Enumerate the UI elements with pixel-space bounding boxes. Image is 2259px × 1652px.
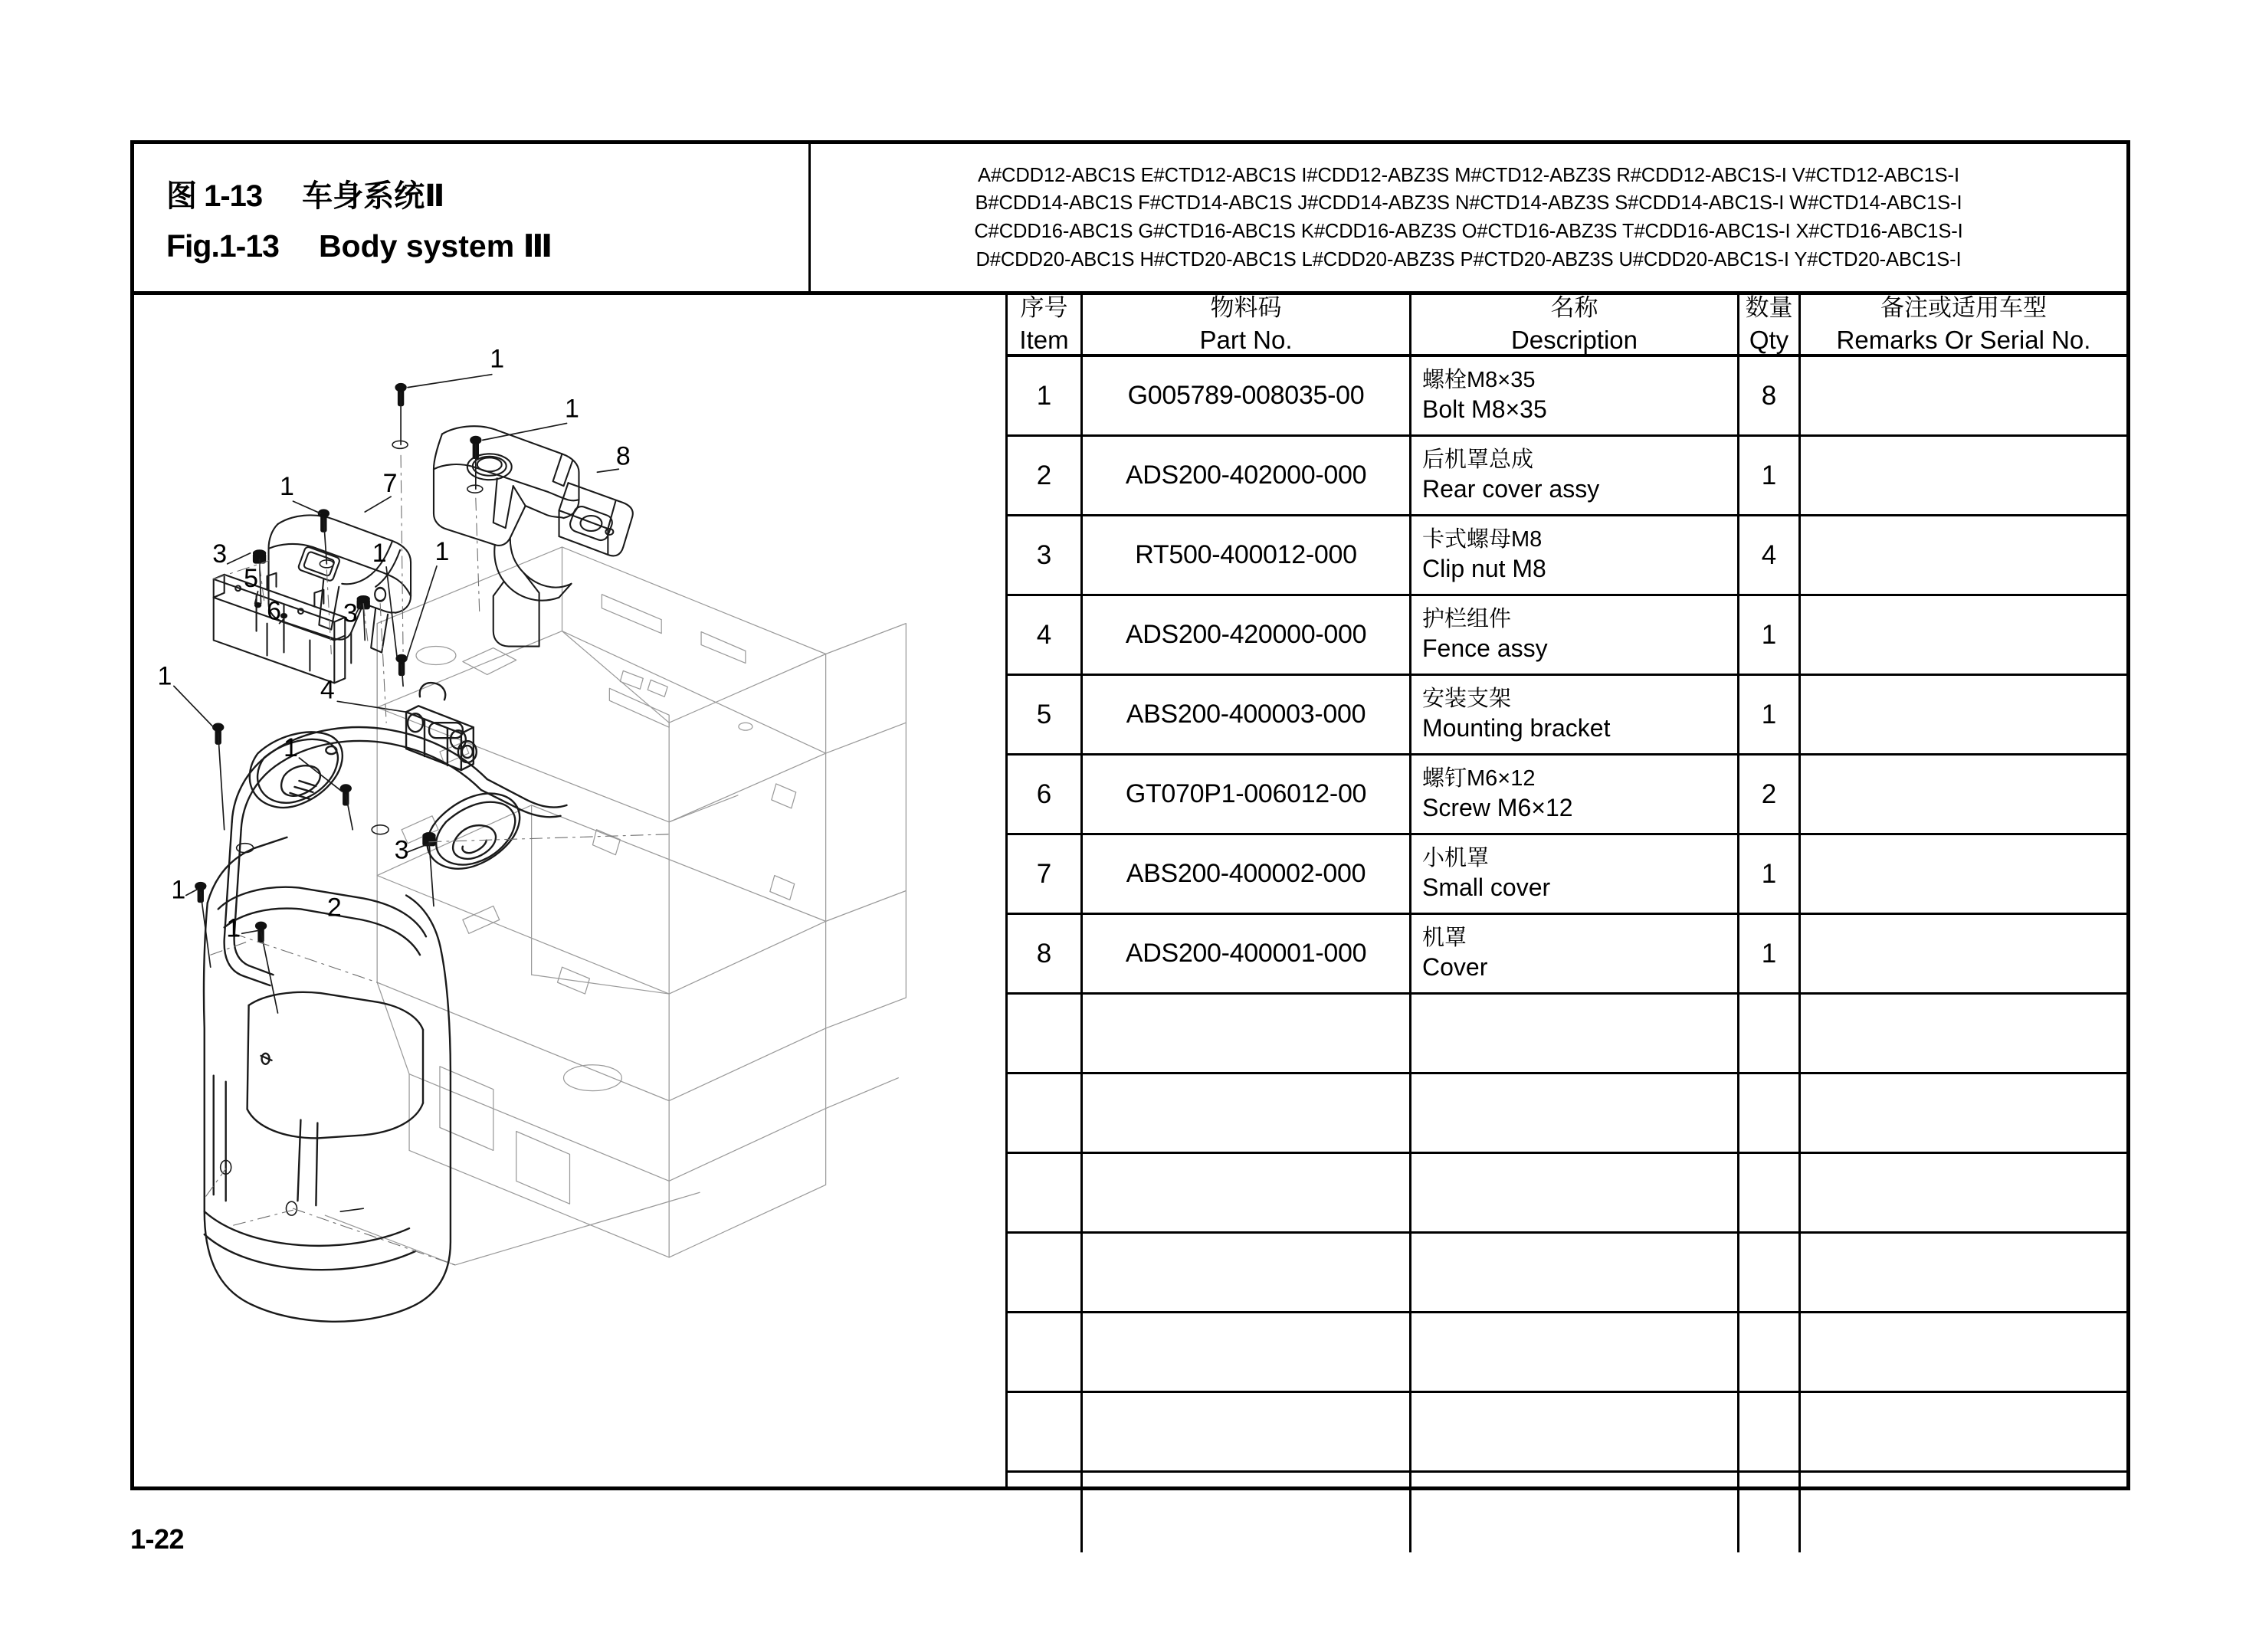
column-header-remarks-en: Remarks Or Serial No. <box>1836 325 2091 354</box>
cell-qty <box>1739 516 1801 594</box>
cell-item <box>1008 357 1083 434</box>
description-cn: 小机罩 <box>1422 846 1490 871</box>
cell-empty <box>1739 1473 1801 1552</box>
cell-item <box>1008 676 1083 753</box>
qty-value: 2 <box>1761 778 1777 809</box>
item-number: 2 <box>1036 460 1052 490</box>
table-row-empty[interactable] <box>1008 1154 2126 1234</box>
model-code-row: A#CDD12-ABC1S E#CTD12-ABC1S I#CDD12-ABZ3S M#CTD12-ABZ3S R#CDD12-ABC1S-I V#CTD12-ABC1S-I <box>978 164 1959 186</box>
cell-item <box>1008 516 1083 594</box>
technical-illustration <box>134 295 1005 1486</box>
catalog-sheet <box>130 140 2130 1490</box>
item-number: 5 <box>1036 699 1052 729</box>
callout-5: 5 <box>244 563 259 593</box>
column-header-item-cn: 序号 <box>1020 294 1068 321</box>
cell-empty <box>1801 1313 2126 1391</box>
table-row[interactable] <box>1008 516 2126 596</box>
model-code-row: C#CDD16-ABC1S G#CTD16-ABC1S K#CDD16-ABZ3S O#CTD16-ABZ3S T#CDD16-ABC1S-I X#CTD16-ABC1S-I <box>974 221 1963 242</box>
part-8-bracket-arm <box>493 538 572 647</box>
leader-to-callout-1g <box>299 758 342 792</box>
callout-4: 4 <box>320 675 335 705</box>
cell-qty <box>1739 357 1801 434</box>
item-number: 7 <box>1036 858 1052 889</box>
description-cn: 螺钉M6×12 <box>1422 766 1536 792</box>
item-number: 3 <box>1036 539 1052 570</box>
cell-description <box>1411 676 1739 753</box>
phantom-lines <box>206 455 669 1265</box>
cell-empty <box>1008 1313 1083 1391</box>
chassis-frame-reference <box>325 547 906 1265</box>
cell-remarks <box>1801 437 2126 514</box>
table-row-empty[interactable] <box>1008 1313 2126 1393</box>
description-cn: 后机罩总成 <box>1422 447 1534 473</box>
page-number: 1-22 <box>130 1523 185 1555</box>
qty-value: 1 <box>1761 938 1777 969</box>
description-en: Fence assy <box>1422 634 1548 663</box>
item-number: 1 <box>1036 380 1052 411</box>
screw <box>255 603 261 608</box>
item-number: 6 <box>1036 778 1052 809</box>
cell-remarks <box>1801 596 2126 674</box>
cell-part-no <box>1083 676 1411 753</box>
cell-qty <box>1739 437 1801 514</box>
cell-empty <box>1411 1154 1739 1231</box>
part-4-fence-assy <box>225 683 567 985</box>
column-header-part-no <box>1083 295 1411 354</box>
cell-empty <box>1739 1074 1801 1152</box>
table-row[interactable] <box>1008 357 2126 437</box>
figure-title-chinese <box>166 172 808 215</box>
cell-part-no <box>1083 437 1411 514</box>
description-en: Rear cover assy <box>1422 475 1600 503</box>
cell-empty <box>1801 1074 2126 1152</box>
cell-qty <box>1739 756 1801 833</box>
item-number: 4 <box>1036 619 1052 650</box>
part-number: G005789-008035-00 <box>1127 381 1365 411</box>
cell-remarks <box>1801 516 2126 594</box>
exploded-view-drawing <box>134 295 1008 1486</box>
screw <box>280 614 287 618</box>
description-en: Small cover <box>1422 874 1551 902</box>
cell-empty <box>1083 1154 1411 1231</box>
cell-part-no <box>1083 516 1411 594</box>
table-row[interactable] <box>1008 756 2126 835</box>
table-row[interactable] <box>1008 835 2126 915</box>
cell-empty <box>1083 1074 1411 1152</box>
description-en: Clip nut M8 <box>1422 555 1546 583</box>
column-header-remarks-cn: 备注或适用车型 <box>1880 294 2047 321</box>
part-number: ADS200-400001-000 <box>1125 939 1367 969</box>
cell-empty <box>1739 1234 1801 1311</box>
callout-3: 3 <box>212 539 228 569</box>
leader-to-callout-3a <box>228 553 251 564</box>
model-code-row: B#CDD14-ABC1S F#CTD14-ABC1S J#CDD14-ABZ3S N#CTD14-ABZ3S S#CDD14-ABC1S-I W#CTD14-ABC1S-I <box>975 192 1962 215</box>
leader-to-callout-1b <box>483 423 567 440</box>
leader-to-callout-1c <box>293 501 320 513</box>
qty-value: 1 <box>1761 699 1777 729</box>
cell-empty <box>1801 995 2126 1072</box>
parts-table <box>1008 295 2126 1486</box>
cell-description <box>1411 915 1739 992</box>
cell-empty <box>1411 1313 1739 1391</box>
cell-part-no <box>1083 835 1411 913</box>
cell-empty <box>1411 1393 1739 1470</box>
leader-to-callout-1f <box>174 686 214 727</box>
callout-8: 8 <box>615 441 631 471</box>
cell-empty <box>1008 1154 1083 1231</box>
part-number: ADS200-420000-000 <box>1125 620 1367 650</box>
table-row-empty[interactable] <box>1008 1074 2126 1154</box>
description-en: Bolt M8×35 <box>1422 395 1547 424</box>
table-row-empty[interactable] <box>1008 995 2126 1074</box>
sheet-header <box>134 144 2126 295</box>
column-header-description-en: Description <box>1510 325 1638 354</box>
figure-number-en: Fig.1-13 <box>166 228 279 264</box>
column-header-item-en: Item <box>1019 325 1069 354</box>
cell-description <box>1411 756 1739 833</box>
figure-title-english <box>166 228 808 264</box>
item-number: 8 <box>1036 938 1052 969</box>
qty-value: 1 <box>1761 460 1777 490</box>
qty-value: 1 <box>1761 858 1777 889</box>
description-en: Mounting bracket <box>1422 714 1611 742</box>
table-row-empty[interactable] <box>1008 1234 2126 1313</box>
model-code-list <box>811 144 2126 291</box>
leader-to-callout-7 <box>365 497 391 512</box>
part-8-flange <box>559 483 633 556</box>
description-cn: 机罩 <box>1422 926 1467 951</box>
callout-1: 1 <box>284 733 298 763</box>
column-header-qty-cn: 数量 <box>1745 294 1793 321</box>
cell-part-no <box>1083 596 1411 674</box>
description-cn: 护栏组件 <box>1422 607 1512 632</box>
cell-part-no <box>1083 357 1411 434</box>
part-number: ADS200-402000-000 <box>1125 461 1367 490</box>
leader-to-callout-1h <box>186 890 198 896</box>
column-header-part-no-cn: 物料码 <box>1210 294 1282 321</box>
callout-1: 1 <box>226 913 241 943</box>
cell-item <box>1008 756 1083 833</box>
cell-empty <box>1083 1473 1411 1552</box>
qty-value: 8 <box>1761 380 1777 411</box>
cell-remarks <box>1801 756 2126 833</box>
cell-empty <box>1411 1473 1739 1552</box>
cell-empty <box>1739 995 1801 1072</box>
column-header-remarks <box>1801 295 2126 354</box>
part-number: ABS200-400002-000 <box>1126 859 1366 889</box>
cell-part-no <box>1083 915 1411 992</box>
cell-item <box>1008 915 1083 992</box>
leader-to-callout-4 <box>337 701 406 712</box>
figure-text-cn: 车身系统Ⅱ <box>302 179 445 213</box>
cell-qty <box>1739 676 1801 753</box>
part-number: RT500-400012-000 <box>1135 540 1357 570</box>
description-en: Screw M6×12 <box>1422 794 1573 822</box>
column-header-description-cn: 名称 <box>1550 294 1598 321</box>
column-header-qty-en: Qty <box>1749 325 1789 354</box>
callout-6: 6 <box>267 596 281 626</box>
cell-empty <box>1083 1393 1411 1470</box>
cell-empty <box>1801 1473 2126 1552</box>
cell-remarks <box>1801 835 2126 913</box>
description-en: Cover <box>1422 953 1488 982</box>
callout-1: 1 <box>372 538 387 568</box>
cell-description <box>1411 835 1739 913</box>
callout-1: 1 <box>565 394 579 424</box>
cell-empty <box>1411 995 1739 1072</box>
figure-text-en: Body system Ⅲ <box>318 228 553 264</box>
cell-empty <box>1008 1393 1083 1470</box>
table-body <box>1008 357 2126 1552</box>
cell-item <box>1008 835 1083 913</box>
cell-description <box>1411 596 1739 674</box>
description-cn: 卡式螺母M8 <box>1422 527 1543 552</box>
part-8-cover <box>434 426 579 546</box>
description-cn: 安装支架 <box>1422 687 1512 712</box>
table-row-empty[interactable] <box>1008 1473 2126 1552</box>
leader-to-callout-1i <box>242 930 259 933</box>
cell-empty <box>1739 1313 1801 1391</box>
cell-empty <box>1739 1154 1801 1231</box>
cell-empty <box>1801 1234 2126 1311</box>
leader-lines <box>174 375 618 1211</box>
leader-to-callout-2 <box>340 1208 363 1211</box>
column-header-part-no-en: Part No. <box>1199 325 1293 354</box>
cell-empty <box>1411 1074 1739 1152</box>
table-row[interactable] <box>1008 596 2126 676</box>
table-row-empty[interactable] <box>1008 1393 2126 1473</box>
part-number: GT070P1-006012-00 <box>1125 779 1367 809</box>
cell-description <box>1411 437 1739 514</box>
cell-item <box>1008 596 1083 674</box>
qty-value: 4 <box>1761 539 1777 570</box>
cell-empty <box>1801 1154 2126 1231</box>
callout-2: 2 <box>326 893 342 923</box>
cell-empty <box>1008 1473 1083 1552</box>
column-header-qty <box>1739 295 1801 354</box>
cell-empty <box>1008 1074 1083 1152</box>
cell-empty <box>1083 995 1411 1072</box>
table-row[interactable] <box>1008 676 2126 756</box>
table-header-row <box>1008 295 2126 357</box>
cell-empty <box>1739 1393 1801 1470</box>
cell-qty <box>1739 835 1801 913</box>
callout-1: 1 <box>280 472 294 502</box>
cell-empty <box>1083 1234 1411 1311</box>
callout-3: 3 <box>343 598 358 628</box>
callout-1: 1 <box>171 875 186 905</box>
cell-qty <box>1739 596 1801 674</box>
cell-description <box>1411 516 1739 594</box>
callout-1: 1 <box>490 344 505 374</box>
callout-1: 1 <box>157 661 172 691</box>
part-number: ABS200-400003-000 <box>1126 700 1366 729</box>
description-cn: 螺栓M8×35 <box>1422 368 1536 393</box>
sheet-body <box>134 295 2126 1486</box>
leader-to-callout-1a <box>408 375 492 388</box>
callout-3: 3 <box>394 835 409 865</box>
cell-remarks <box>1801 676 2126 753</box>
cell-item <box>1008 437 1083 514</box>
cell-remarks <box>1801 357 2126 434</box>
table-row[interactable] <box>1008 437 2126 516</box>
cell-qty <box>1739 915 1801 992</box>
callout-1: 1 <box>434 536 450 566</box>
callout-7: 7 <box>382 469 398 499</box>
cell-empty <box>1083 1313 1411 1391</box>
figure-title-cell <box>134 144 811 291</box>
column-header-item <box>1008 295 1083 354</box>
cell-description <box>1411 357 1739 434</box>
cell-empty <box>1008 1234 1083 1311</box>
callout-labels <box>157 345 630 943</box>
figure-number-cn: 图 1-13 <box>166 179 263 213</box>
table-row[interactable] <box>1008 915 2126 995</box>
column-header-description <box>1411 295 1739 354</box>
cell-remarks <box>1801 915 2126 992</box>
cell-part-no <box>1083 756 1411 833</box>
model-code-row: D#CDD20-ABC1S H#CTD20-ABC1S L#CDD20-ABZ3S P#CTD20-ABZ3S U#CDD20-ABC1S-I Y#CTD20-ABC1S-I <box>975 248 1962 270</box>
cell-empty <box>1411 1234 1739 1311</box>
qty-value: 1 <box>1761 619 1777 650</box>
cell-empty <box>1801 1393 2126 1470</box>
cell-empty <box>1008 995 1083 1072</box>
